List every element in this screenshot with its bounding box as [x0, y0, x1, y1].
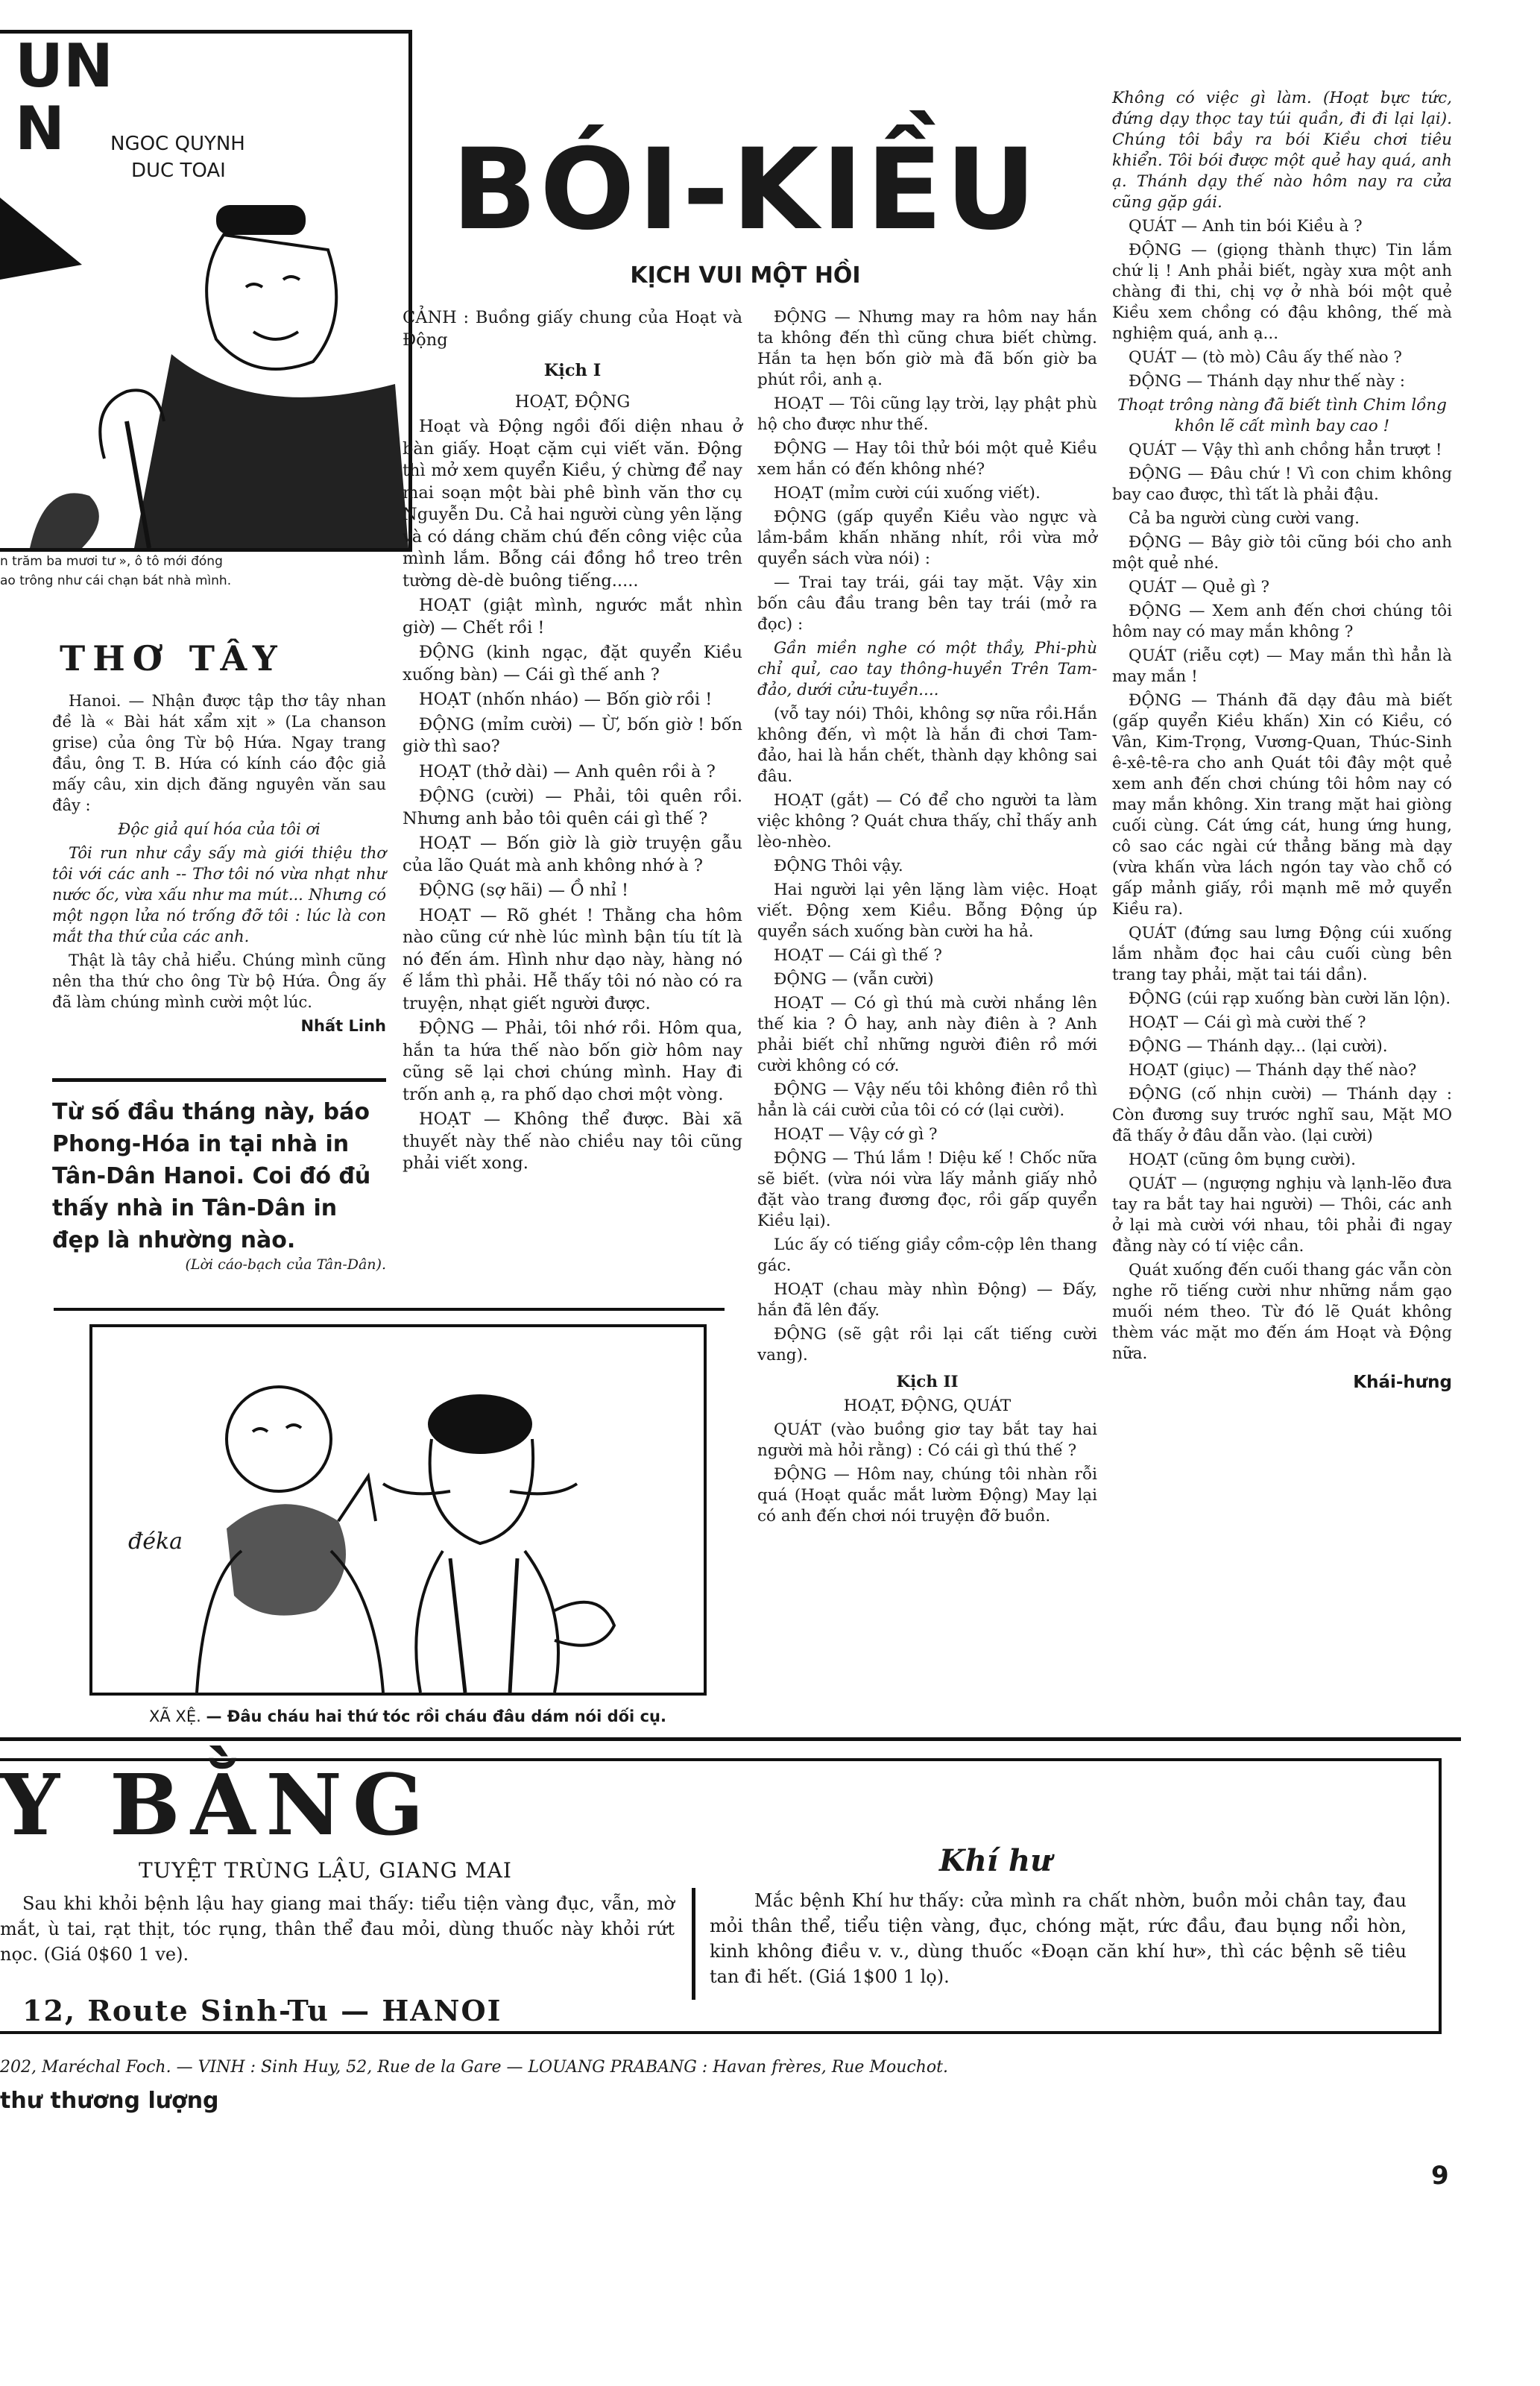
- poem-title: THƠ TÂY: [60, 638, 285, 679]
- poem-author: Nhất Linh: [300, 1017, 386, 1035]
- col3-para-17: ĐỘNG — Thánh dạy... (lại cười).: [1129, 1037, 1388, 1056]
- article-title: BÓI-KIỀU: [451, 125, 1040, 255]
- col2-para-3: HOẠT (mỉm cười cúi xuống viết).: [774, 484, 1041, 503]
- top-cartoon-caption: [0, 552, 417, 591]
- col2-para-0: ĐỘNG — Nhưng may ra hôm nay hắn ta không đến thì cũng chưa biết chừng. Hắn ta hẹn bốn giờ mà đã bốn giờ ba phút rồi, anh ạ.: [757, 308, 1097, 389]
- col2-para-5: — Trai tay trái, gái tay mặt. Vậy xin bốn câu đầu trang bên tay trái (mở ra đọc) :: [757, 573, 1097, 634]
- col2-para-13: HOẠT — Có gì thú mà cười nhắng lên thế kia ? Ô hay, anh này điên à ? Anh phải biết chỉ những người điên rồ mới cười không có cớ.: [757, 994, 1097, 1075]
- col1-scene: CẢNH : Buồng giấy chung của Hoạt và Động: [403, 308, 742, 350]
- ad-agents: 202, Maréchal Foch. — VINH : Sinh Huy, 52, Rue de la Gare — LOUANG PRABANG : Havan frères, Rue Mouchot.: [0, 2058, 948, 2077]
- two-figures-drawing: [92, 1327, 704, 1693]
- col3-para-10: QUÁT — Quẻ gì ?: [1129, 578, 1269, 596]
- col2-para-12: ĐỘNG — (vẫn cười): [774, 970, 934, 989]
- col3-para-0: Không có việc gì làm. (Hoạt bực tức, đứng dạy thọc tay túi quần, đi đi lại lại). Chúng tôi bầy ra bói Kiều chơi tiêu khiển. Tôi bói được một quẻ hay quá, anh ạ. Thánh dạy thế nào hôm nay ra cửa cũng gặp gái.: [1112, 89, 1452, 212]
- col2-para-7: (vỗ tay nói) Thôi, không sợ nữa rồi.Hắn không đến, vì một là hắn đi chơi Tam-đảo, hai là hắn chết, thành dạy không sai đâu.: [757, 705, 1097, 786]
- cartoon-letters-1: UN: [15, 31, 113, 101]
- poem-body: [52, 690, 386, 1039]
- col2-para-4: ĐỘNG (gấp quyển Kiều vào ngực và lầm-bầm khấn nhăng nhít, rồi vừa mở quyển sách vừa nói) :: [757, 508, 1097, 568]
- bottom-cartoon-caption: [149, 1707, 666, 1725]
- article-column-2: [757, 307, 1097, 1530]
- col1-para-9: ĐỘNG (cười) — Phải, tôi quên rồi. Nhưng anh bảo tôi quên cái gì thế ?: [403, 787, 742, 828]
- article-column-1: [403, 307, 742, 1178]
- col3-para-16: HOẠT — Cái gì mà cười thế ?: [1129, 1013, 1366, 1032]
- col3-para-6: QUÁT — Vậy thì anh chồng hẳn trượt !: [1129, 441, 1442, 459]
- col1-para-5: ĐỘNG (kinh ngạc, đặt quyển Kiều xuống bàn) — Cái gì thế anh ?: [403, 643, 742, 684]
- col2-act-heading: Kịch II: [896, 1373, 959, 1391]
- col1-para-8: HOẠT (thở dài) — Anh quên rồi à ?: [419, 761, 716, 781]
- col3-para-9: ĐỘNG — Bây giờ tôi cũng bói cho anh một quẻ nhé.: [1112, 533, 1452, 573]
- signature-line2: DUC TOAI: [131, 160, 226, 182]
- col2-para-14: ĐỘNG — Vậy nếu tôi không điên rồ thì hẳn là cái cười của tôi có cớ (lại cười).: [757, 1080, 1097, 1120]
- col1-para-4: HOẠT (giật mình, ngước mắt nhìn giờ) — Chết rồi !: [403, 596, 742, 638]
- col3-para-13: ĐỘNG — Thánh đã dạy đâu mà biết (gấp quyển Kiều khấn) Xin có Kiều, có Vân, Kim-Trọng, Vương-Quan, Thúc-Sinh ê-xê-tê-ra cho anh Quát tôi đây một quẻ xem anh đến chơi chúng tôi hôm nay có may mắn không. Xin trang mặt hai giòng cuối cùng. Cát ứng cát, hung ứng hung, cô sao các ngài cứ thẳng băng mà dạy (vừa khấn vừa lách ngón tay vào chỗ có gấp mảnh giấy, rồi mạnh mẽ mở quyển Kiều ra).: [1112, 691, 1452, 919]
- col1-cast: HOẠT, ĐỘNG: [514, 391, 631, 412]
- col2-para-2: ĐỘNG — Hay tôi thử bói một quẻ Kiều xem hắn có đến không nhé?: [757, 439, 1097, 479]
- col3-para-1: QUÁT — Anh tin bói Kiều à ?: [1129, 217, 1363, 236]
- col3-para-4: ĐỘNG — Thánh dạy như thế này :: [1129, 372, 1406, 391]
- col2-para-17: Lúc ấy có tiếng giầy cồm-cộp lên thang gác.: [757, 1236, 1097, 1275]
- caption-text: — Đâu cháu hai thứ tóc rồi cháu đâu dám nói dối cụ.: [206, 1707, 666, 1725]
- col1-act-heading: Kịch I: [543, 361, 602, 380]
- bottom-cartoon-frame: [89, 1324, 707, 1696]
- ad-address: 12, Route Sinh-Tu — HANOI: [22, 1994, 502, 2027]
- col1-para-6: HOẠT (nhốn nháo) — Bốn giờ rồi !: [419, 690, 713, 709]
- col2-para-8: HOẠT (gắt) — Có để cho người ta làm việc không ? Quát chưa thấy, chỉ thấy anh lèo-nhèo.: [757, 791, 1097, 852]
- ad-right-heading: Khí hư: [939, 1843, 1053, 1878]
- col1-para-14: HOẠT — Không thể được. Bài xã thuyết này thế nào chiều nay tôi cũng phải viết xong.: [403, 1109, 742, 1173]
- poem-line-1: Độc giả quí hóa của tôi ơi: [118, 820, 321, 838]
- cartoon-caption-line2: ao trông như cái chạn bát nhà mình.: [0, 573, 232, 588]
- bottom-cartoon-rule: [54, 1308, 725, 1311]
- notice-block: [52, 1096, 386, 1273]
- notice-credit: (Lời cáo-bạch của Tân-Dân).: [185, 1256, 386, 1273]
- poem-line-2: Tôi run như cầy sấy mà giới thiệu thơ tôi với các anh -- Thơ tôi nó vừa nhạt như nước ốc, vừa xấu như ma mút... Nhưng có một ngọn lửa nó trống đỡ tôi : lúc là con mắt tha thứ của các anh.: [52, 844, 386, 945]
- col1-para-11: ĐỘNG (sợ hãi) — Ồ nhỉ !: [419, 881, 629, 900]
- page-number: 9: [1431, 2161, 1449, 2191]
- cartoon-letters-2: N: [15, 94, 65, 163]
- ad-box: [0, 1758, 1442, 2034]
- ad-left-heading: TUYỆT TRÙNG LẬU, GIANG MAI: [139, 1858, 512, 1883]
- col3-para-2: ĐỘNG — (giọng thành thực) Tin lắm chứ lị ! Anh phải biết, ngày xưa một anh chàng đi thi, chị vợ ở nhà bói một quẻ Kiều xem chồng có đậu không, thế mà nghiệm quá, anh ạ...: [1112, 241, 1452, 343]
- col2-para-18: HOẠT (chau mày nhìn Động) — Đấy, hắn đã lên đấy.: [757, 1280, 1097, 1320]
- col2-cast: HOẠT, ĐỘNG, QUÁT: [843, 1397, 1012, 1415]
- ad-right-text: Mắc bệnh Khí hư thấy: cửa mình ra chất nhờn, buồn mỏi chân tay, đau mỏi thân thể, tiểu tiện vàng, đục, chóng mặt, rức đầu, đau bụng nổi hòn, kinh không điều v. v., dùng thuốc «Đoạn căn khí hư», thì các bệnh sẽ tiêu tan đi hết. (Giá 1$00 1 lọ).: [710, 1890, 1407, 1987]
- caption-title: XÃ XỆ.: [149, 1707, 201, 1725]
- col3-para-19: ĐỘNG (cố nhịn cười) — Thánh dạy : Còn đương suy trước nghĩ sau, Mặt MO đã thấy ở đâu dẫn vào. (lại cười): [1112, 1085, 1452, 1145]
- top-cartoon-frame: [0, 30, 412, 552]
- notice-text: Từ số đầu tháng này, báo Phong-Hóa in tại nhà in Tân-Dân Hanoi. Coi đó đủ thấy nhà in Tân-Dân in đẹp là nhường nào.: [52, 1099, 371, 1253]
- col2-para-19: ĐỘNG (sẽ gật rồi lại cất tiếng cười vang).: [757, 1325, 1097, 1364]
- col3-para-18: HOẠT (giục) — Thánh dạy thế nào?: [1129, 1061, 1417, 1080]
- bottom-cartoon-signature: đéka: [128, 1529, 183, 1555]
- col3-para-8: Cả ba người cùng cười vang.: [1129, 509, 1360, 528]
- col1-para-7: ĐỘNG (mỉm cười) — Ừ, bốn giờ ! bốn giờ thì sao?: [403, 714, 742, 756]
- poem-divider: [52, 1078, 386, 1082]
- col3-para-15: ĐỘNG (cúi rạp xuống bàn cười lăn lộn).: [1129, 989, 1451, 1008]
- col2-verse: Gần miền nghe có một thầy, Phi-phù chỉ quỉ, cao tay thông-huyền Trên Tam-đảo, dưới cửu-tuyền....: [757, 639, 1097, 699]
- col3-para-11: ĐỘNG — Xem anh đến chơi chúng tôi hôm nay có may mắn không ?: [1112, 602, 1452, 641]
- col2-para-15: HOẠT — Vậy cớ gì ?: [774, 1125, 938, 1144]
- col3-para-14: QUÁT (đứng sau lưng Động cúi xuống lắm nhằm đọc hai câu cuối cùng bên trang tay phải, mặt tai tái dần).: [1112, 924, 1452, 984]
- col2-para-1: HOẠT — Tôi cũng lạy trời, lạy phật phù hộ cho được như thế.: [757, 394, 1097, 434]
- ad-divider: [692, 1888, 695, 2000]
- col2-para-22: QUÁT (vào buồng giơ tay bắt tay hai người mà hỏi rằng) : Có cái gì thú thế ?: [757, 1420, 1097, 1460]
- col3-verse: Thoạt trông nàng đã biết tình Chim lồng khôn lẽ cất mình bay cao !: [1117, 396, 1447, 435]
- col2-para-9: ĐỘNG Thôi vậy.: [774, 857, 903, 875]
- article-subtitle: KỊCH VUI MỘT HỒI: [630, 262, 861, 289]
- ad-top-rule: [0, 1737, 1461, 1741]
- cartoon-caption-line1: n trăm ba mươi tư », ô tô mới đóng: [0, 554, 223, 569]
- col1-para-12: HOẠT — Rõ ghét ! Thằng cha hôm nào cũng cứ nhè lúc mình bận tíu tít là nó đến ám. Hình như dạo này, hàng nó ế lắm thì phải. Hễ thấy tôi nó nào có ra truyện, nhạt giết người được.: [403, 905, 742, 1013]
- poem-outro: Thật là tây chả hiểu. Chúng mình cũng nên tha thứ cho ông Từ bộ Hứa. Ông ấy đã làm chúng mình cười một lúc.: [52, 951, 386, 1011]
- col3-para-12: QUÁT (riễu cợt) — May mắn thì hẳn là may mắn !: [1112, 646, 1452, 686]
- col3-para-22: Quát xuống đến cuối thang gác vẫn còn nghe rõ tiếng cười như những nắm gạo muối ném theo. Từ đó lẽ Quát không thèm vác mặt mo đến ám Hoạt và Động nữa.: [1112, 1261, 1452, 1363]
- col3-para-20: HOẠT (cũng ôm bụng cười).: [1129, 1150, 1356, 1169]
- col2-para-16: ĐỘNG — Thú lắm ! Diệu kế ! Chốc nữa sẽ biết. (vừa nói vừa lấy mảnh giấy nhỏ đặt vào trang đương đọc, rồi gấp quyển Kiều lại).: [757, 1149, 1097, 1230]
- col3-para-7: ĐỘNG — Đâu chứ ! Vì con chim không bay cao được, thì tất là phải đậu.: [1112, 465, 1452, 504]
- col2-para-23: ĐỘNG — Hôm nay, chúng tôi nhàn rỗi quá (Hoạt quắc mắt lườm Động) May lại có anh đến chơi nói truyện đỡ buồn.: [757, 1465, 1097, 1526]
- old-man-drawing: [0, 31, 408, 548]
- col1-para-10: HOẠT — Bốn giờ là giờ truyện gẫu của lão Quát mà anh không nhớ à ?: [403, 834, 742, 875]
- col2-para-10: Hai người lại yên lặng làm việc. Hoạt viết. Động xem Kiều. Bỗng Động úp quyển sách xuống bàn cười ha hả.: [757, 881, 1097, 941]
- ad-footer: thư thương lượng: [0, 2088, 219, 2114]
- article-author: Khái-hưng: [1353, 1373, 1452, 1392]
- signature-line1: NGOC QUYNH: [110, 133, 245, 155]
- col3-para-21: QUÁT — (ngượng nghịu và lạnh-lẽo đưa tay ra bắt tay hai người) — Thôi, các anh ở lại mà cười với nhau, tôi phải đi ngay đằng này có tí việc cần.: [1112, 1174, 1452, 1256]
- poem-intro: Hanoi. — Nhận được tập thơ tây nhan đề là « Bài hát xẩm xịt » (La chanson grise) của ông Từ bộ Hứa. Ngay trang đầu, ông T. B. Hứa có kính cáo độc giả mấy câu, xin dịch đăng nguyên văn sau đây :: [52, 692, 386, 814]
- col1-para-13: ĐỘNG — Phải, tôi nhớ rồi. Hôm qua, hắn ta hứa thế nào bốn giờ hôm nay cũng sẽ lại chơi chúng mình. Hay đi trốn anh ạ, ra phố dạo chơi một vòng.: [403, 1019, 742, 1104]
- ad-left-text: Sau khi khỏi bệnh lậu hay giang mai thấy: tiểu tiện vàng đục, vẫn, mờ mắt, ù tai, rạt thịt, tóc rụng, thân thể đau mỏi, dùng thuốc này khỏi rứt nọc. (Giá 0$60 1 ve).: [0, 1893, 675, 1965]
- col2-para-11: HOẠT — Cái gì thế ?: [774, 946, 942, 965]
- article-column-3: [1112, 88, 1452, 1396]
- col1-para-3: Hoạt và Động ngồi đối diện nhau ở bàn giấy. Hoạt cặm cụi viết văn. Động thì mở xem quyển Kiều, ý chừng để nay mai soạn một bài phê bình văn thơ cụ Nguyễn Du. Cả hai người cùng yên lặng và có dáng chăm chú đến công việc của mình lắm. Bỗng cái đồng hồ treo trên tường dè-dè buông tiếng.....: [403, 417, 742, 591]
- ad-title: Y BẰNG: [0, 1757, 435, 1854]
- col3-para-3: QUÁT — (tò mò) Câu ấy thế nào ?: [1129, 348, 1402, 367]
